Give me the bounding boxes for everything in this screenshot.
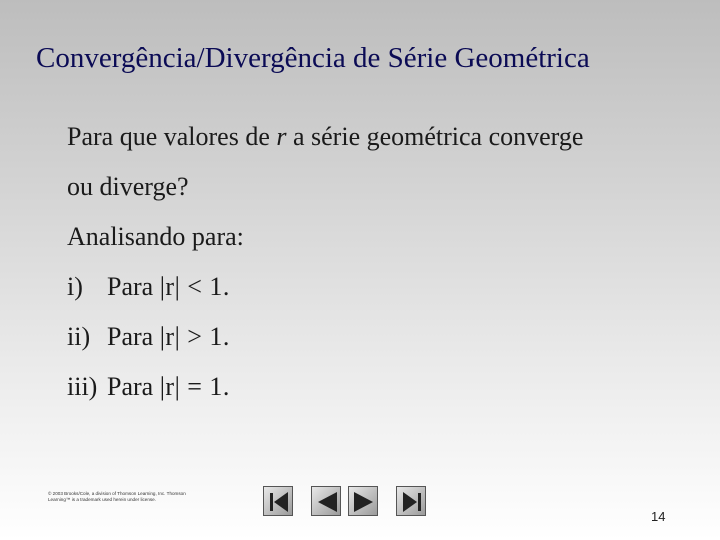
item-prefix: Para bbox=[107, 372, 160, 401]
question-text-start: Para que valores de bbox=[67, 122, 277, 151]
copyright-line-1: © 2003 Brooks/Cole, a division of Thomson Learning, Inc. Thomson bbox=[48, 491, 186, 496]
item-label: i) bbox=[67, 272, 83, 301]
item-prefix: Para bbox=[107, 322, 160, 351]
first-slide-button[interactable] bbox=[263, 486, 293, 516]
last-slide-button[interactable] bbox=[396, 486, 426, 516]
item-prefix: Para bbox=[107, 272, 160, 301]
triangle-left-icon bbox=[312, 487, 342, 517]
question-line-2: ou diverge? bbox=[67, 172, 189, 201]
condition-item-3 bbox=[67, 362, 687, 412]
page-number: 14 bbox=[651, 509, 666, 524]
item-condition: |r| > 1. bbox=[159, 322, 230, 351]
item-label: ii) bbox=[67, 322, 91, 351]
variable-r: r bbox=[276, 122, 287, 151]
item-condition: |r| < 1. bbox=[159, 272, 230, 301]
skip-end-icon bbox=[397, 487, 427, 517]
previous-slide-button[interactable] bbox=[311, 486, 341, 516]
analysis-label: Analisando para: bbox=[67, 222, 244, 251]
next-slide-button[interactable] bbox=[348, 486, 378, 516]
copyright-line-2: Learning™ is a trademark used herein under license. bbox=[48, 497, 157, 502]
slide-title: Convergência/Divergência de Série Geométrica bbox=[36, 42, 590, 74]
condition-item-2 bbox=[67, 312, 687, 362]
condition-item-1 bbox=[67, 262, 687, 312]
item-condition: |r| = 1. bbox=[159, 372, 230, 401]
skip-start-icon bbox=[264, 487, 294, 517]
triangle-right-icon bbox=[349, 487, 379, 517]
slide-content bbox=[67, 112, 687, 412]
copyright-notice bbox=[48, 491, 248, 503]
question-line-1 bbox=[67, 112, 687, 162]
question-text-end: a série geométrica converge bbox=[286, 122, 584, 151]
item-label: iii) bbox=[67, 372, 98, 401]
